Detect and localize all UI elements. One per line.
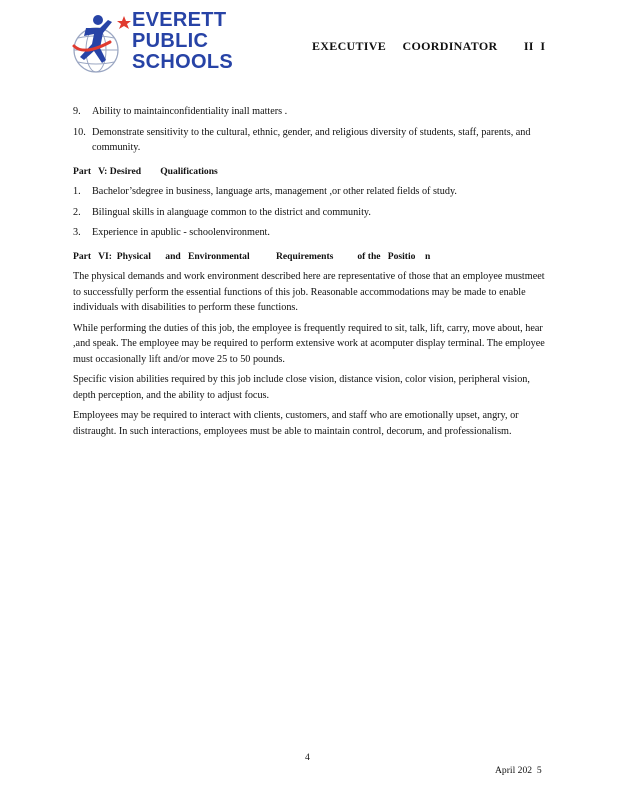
- document-body: [73, 104, 551, 439]
- list-item: [73, 205, 551, 221]
- list-item: [73, 104, 551, 120]
- paragraph: Employees may be required to interact with clients, customers, and staff who are emotionally upset, angry, or distraught. In such interactions, employees must be able to maintain control, decorum, and professionalism.: [73, 410, 519, 437]
- list-item: [73, 125, 551, 156]
- section-heading-part-5: Part V: Desired Qualifications: [73, 165, 218, 177]
- logo-wordmark: [132, 10, 233, 73]
- paragraph: The physical demands and work environment described here are representative of those that an employee mustmeet to successfully perform the essential functions of this job. Reasonable accommodations may be made to enable individuals with disabilities to perform these functions.: [73, 271, 545, 313]
- list-item: [73, 184, 551, 200]
- item-text: Bachelor’sdegree in business, language arts, management ,or other related fields of study.: [92, 186, 457, 197]
- footer-date: April 202 5: [495, 765, 542, 776]
- item-text: Ability to maintainconfidentiality inall matters .: [92, 106, 288, 117]
- item-number: 10.: [73, 126, 86, 138]
- item-number: 1.: [73, 186, 81, 197]
- globe-runner-icon: [70, 8, 140, 80]
- item-text: Demonstrate sensitivity to the cultural, ethnic, gender, and religious diversity of students, staff, parents, and community.: [92, 126, 531, 153]
- logo-line-3: SCHOOLS: [132, 51, 233, 73]
- logo-line-1: EVERETT: [132, 9, 227, 31]
- paragraph: While performing the duties of this job, the employee is frequently required to sit, talk, lift, carry, move about, hear ,and speak. The employee may be required to perform extensive work at acomputer display terminal. The employee must occasionally lift and/or move 25 to 50 pounds.: [73, 322, 545, 365]
- paragraph: Specific vision abilities required by this job include close vision, distance vision, color vision, peripheral vision, depth perception, and the ability to adjust focus.: [73, 374, 530, 401]
- item-number: 9.: [73, 106, 81, 117]
- item-number: 2.: [73, 206, 81, 218]
- item-text: Experience in apublic - schoolenvironment.: [92, 227, 270, 238]
- item-number: 3.: [73, 227, 81, 238]
- item-text: Bilingual skills in alanguage common to the district and community.: [92, 206, 371, 218]
- logo-line-2: PUBLIC: [132, 30, 209, 52]
- document-title: EXECUTIVE COORDINATOR II I: [312, 39, 546, 53]
- page-number: 4: [305, 752, 310, 763]
- school-logo: [70, 8, 240, 80]
- section-heading-part-6: Part VI: Physical and Environmental Requirements of the Positio n: [73, 250, 431, 262]
- list-item: [73, 225, 551, 241]
